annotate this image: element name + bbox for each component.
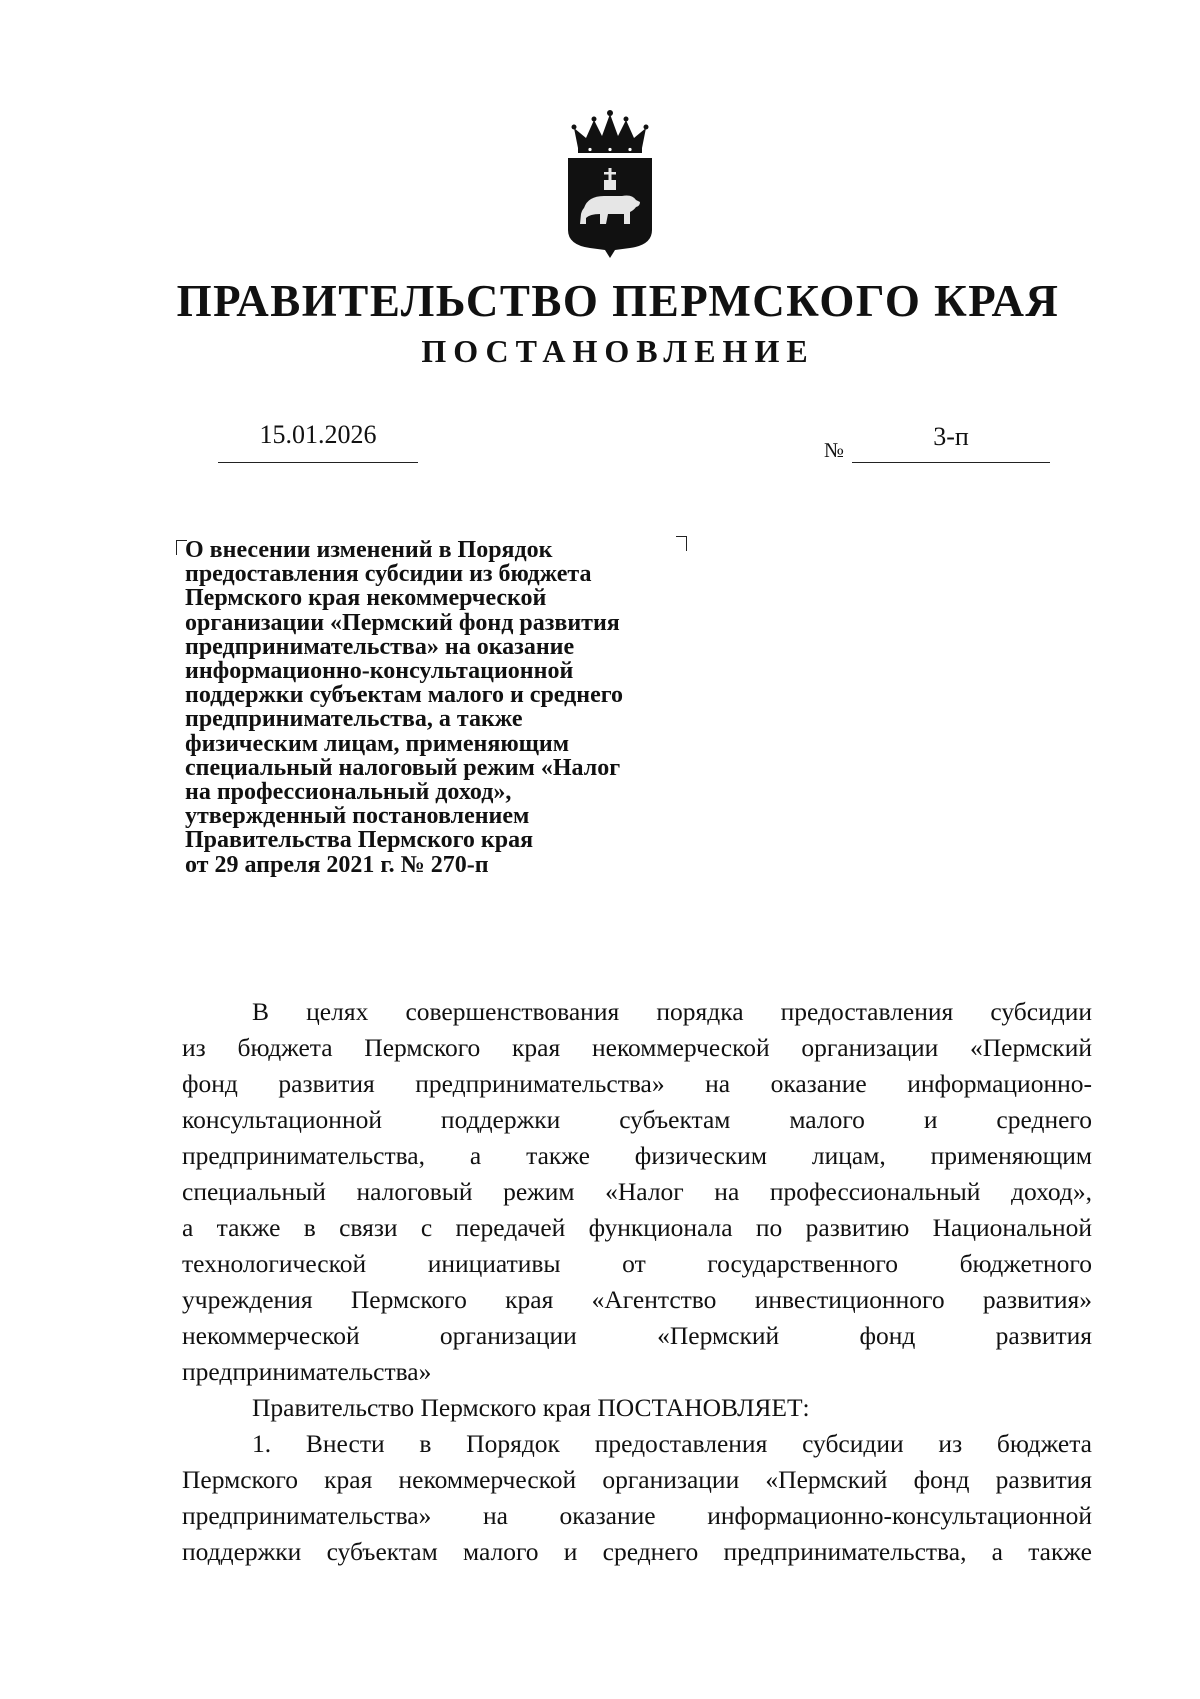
body-line: предпринимательства» (182, 1357, 432, 1386)
subject-line: предпринимательства» на оказание (185, 633, 575, 660)
body-line: специальный налоговый режим «Налог на профессиональный доход», (182, 1177, 1092, 1206)
subject-line: специальный налоговый режим «Налог (185, 754, 621, 781)
subject-line: организации «Пермский фонд развития (185, 609, 620, 636)
document-type: ПОСТАНОВЛЕНИЕ (421, 333, 815, 369)
body-line: поддержки субъектам малого и среднего предпринимательства, а также (182, 1537, 1092, 1566)
subject-line: поддержки субъектам малого и среднего (185, 682, 624, 709)
document-number: 3-п (933, 422, 969, 451)
body-line: фонд развития предпринимательства» на оказание информационно- (182, 1069, 1092, 1098)
subject-line: информационно-консультационной (185, 658, 574, 685)
body-line: из бюджета Пермского края некоммерческой организации «Пермский (182, 1033, 1092, 1062)
body-line: а также в связи с передачей функционала по развитию Национальной (182, 1213, 1092, 1242)
document-date: 15.01.2026 (259, 420, 377, 449)
body-line: Пермского края некоммерческой организации «Пермский фонд развития (182, 1465, 1092, 1494)
body-line: предпринимательства, а также физическим лицам, применяющим (182, 1141, 1092, 1170)
body-line: учреждения Пермского края «Агентство инвестиционного развития» (182, 1285, 1092, 1314)
body-line: предпринимательства» на оказание информационно-консультационной (182, 1501, 1092, 1530)
number-sign: № (824, 438, 845, 462)
government-title: ПРАВИТЕЛЬСТВО ПЕРМСКОГО КРАЯ (176, 276, 1060, 326)
subject-line: утвержденный постановлением (185, 803, 530, 830)
subject-line: Правительства Пермского края (185, 827, 534, 854)
subject-line: предпринимательства, а также (185, 706, 523, 733)
subject-line: предоставления субсидии из бюджета (185, 561, 592, 588)
subject-line: физическим лицам, применяющим (185, 730, 570, 757)
body-line: Правительство Пермского края ПОСТАНОВЛЯЕТ: (252, 1393, 810, 1422)
body-line: В целях совершенствования порядка предоставления субсидии (252, 997, 1092, 1026)
number-underline (852, 462, 1050, 463)
coat-of-arms-icon (560, 110, 660, 260)
subject-line: на профессиональный доход», (185, 779, 512, 806)
document-body (182, 994, 1092, 1570)
body-line: консультационной поддержки субъектам малого и среднего (182, 1105, 1092, 1134)
body-line: некоммерческой организации «Пермский фонд развития (182, 1321, 1092, 1350)
document-subject (185, 538, 725, 877)
body-line: технологической инициативы от государственного бюджетного (182, 1249, 1092, 1278)
body-line: 1. Внести в Порядок предоставления субсидии из бюджета (252, 1429, 1092, 1458)
subject-line: от 29 апреля 2021 г. № 270-п (185, 851, 489, 878)
date-underline (218, 462, 418, 463)
subject-line: О внесении изменений в Порядок (185, 537, 553, 563)
subject-line: Пермского края некоммерческой (185, 585, 547, 612)
